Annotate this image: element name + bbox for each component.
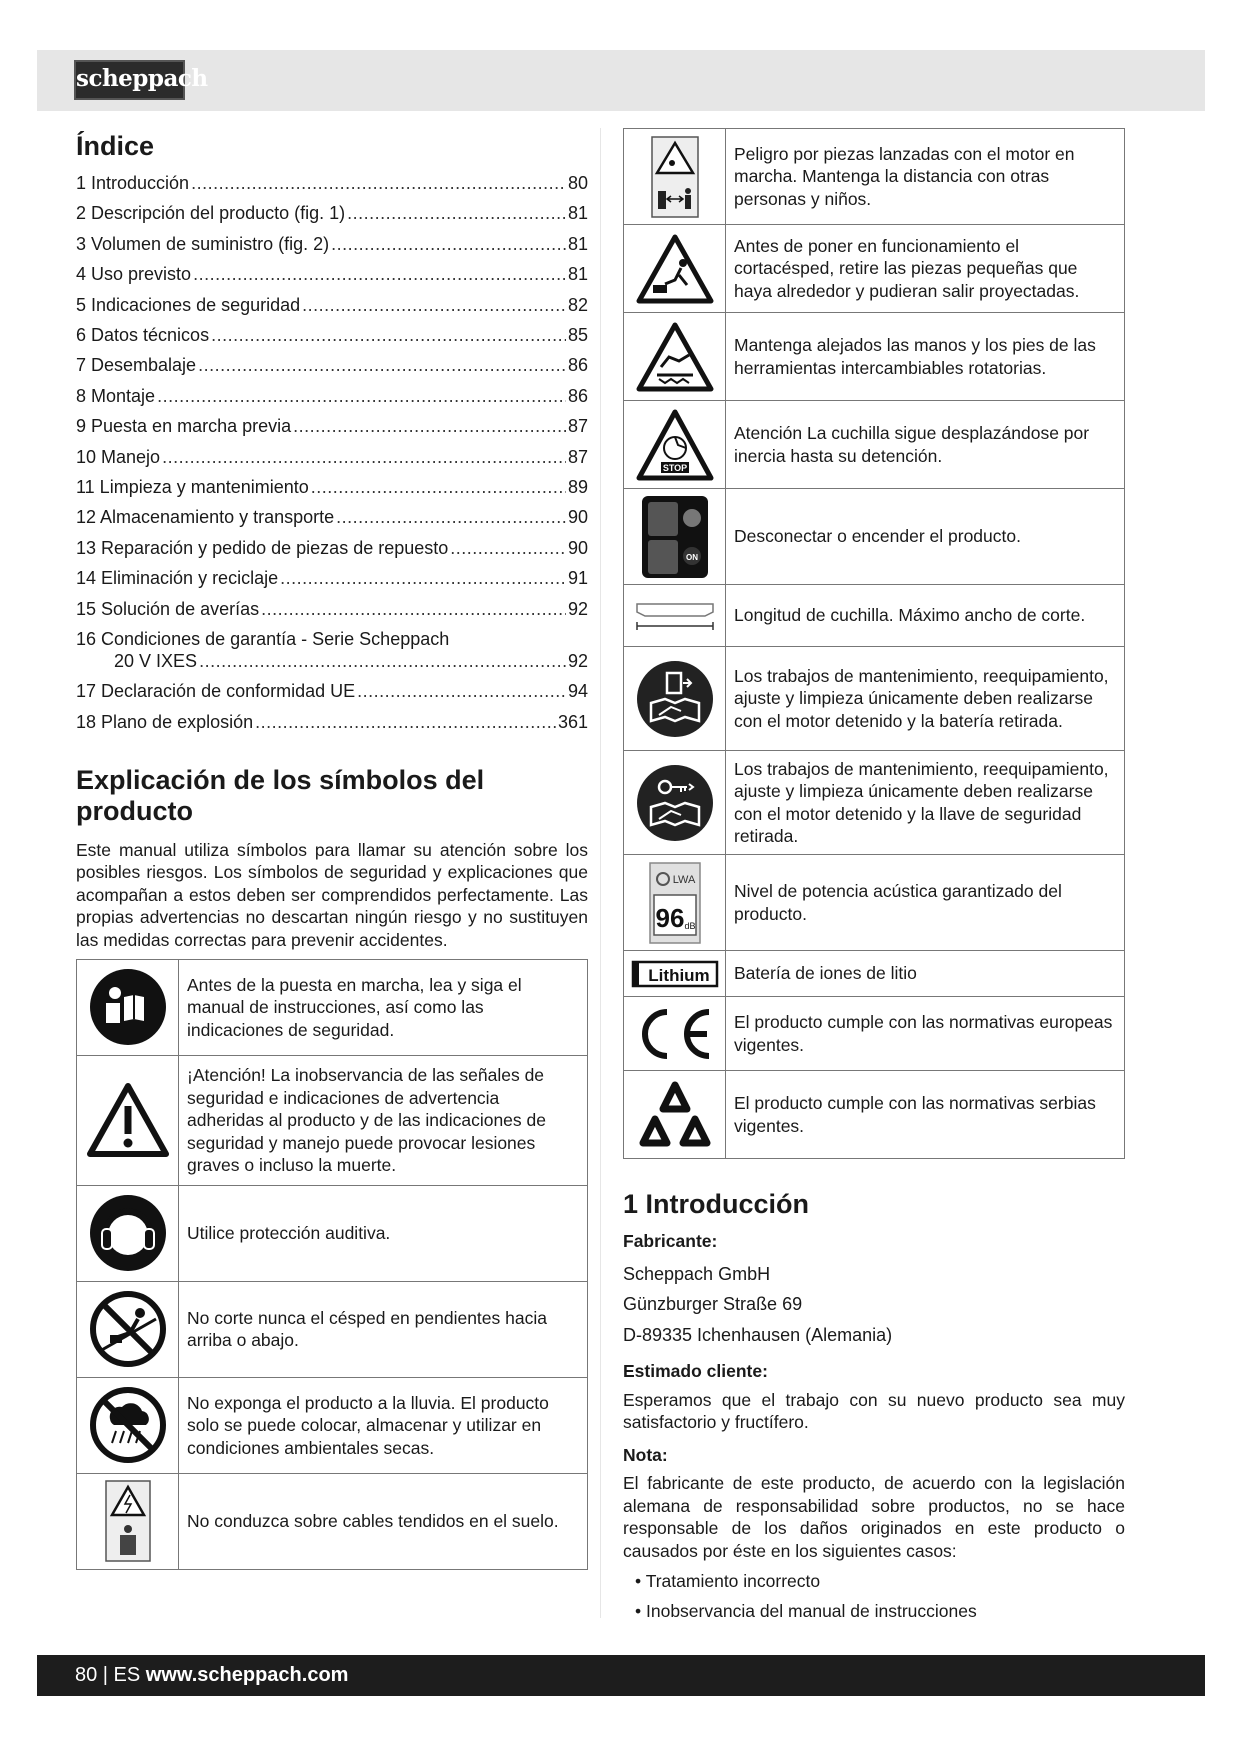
address-line: Scheppach GmbH bbox=[623, 1263, 771, 1284]
symbol-description: Atención La cuchilla sigue desplazándose por inercia hasta su detención. bbox=[726, 401, 1125, 489]
toc-item[interactable]: 13 Reparación y pedido de piezas de repuesto ..... 90 bbox=[76, 533, 588, 563]
stop-label: STOP bbox=[662, 462, 687, 473]
toc-item[interactable]: 4 Uso previsto ..... 81 bbox=[76, 259, 588, 289]
blade-stop-icon bbox=[624, 401, 726, 489]
remove-objects-icon bbox=[624, 225, 726, 313]
table-row bbox=[624, 129, 1125, 225]
table-row bbox=[624, 225, 1125, 313]
symbol-description: Antes de la puesta en marcha, lea y siga el manual de instrucciones, así como las indicaciones de seguridad. bbox=[179, 959, 588, 1055]
toc-item[interactable]: 6 Datos técnicos ..... 85 bbox=[76, 320, 588, 350]
sound-level-unit: dB bbox=[683, 920, 696, 931]
address-line: Günzburger Straße 69 bbox=[623, 1294, 803, 1314]
left-column bbox=[76, 125, 588, 1570]
table-row bbox=[624, 585, 1125, 647]
table-row bbox=[624, 401, 1125, 489]
symbols-table-right bbox=[623, 128, 1125, 1159]
on-label: ON bbox=[685, 552, 698, 562]
liability-list bbox=[623, 1566, 1125, 1626]
symbol-description: ¡Atención! La inobservancia de las señales de seguridad e indicaciones de advertencia adheridas al producto y de las indicaciones de seguridad y manejo puede provocar lesiones graves o incluso la muerte. bbox=[179, 1055, 588, 1185]
toc-item[interactable]: 7 Desembalaje ..... 86 bbox=[76, 350, 588, 380]
table-row bbox=[624, 1071, 1125, 1159]
no-slope-mowing-icon bbox=[77, 1281, 179, 1377]
intro-section-title: 1 Introducción bbox=[623, 1189, 810, 1219]
ce-mark-icon bbox=[624, 997, 726, 1071]
no-rain-icon bbox=[77, 1377, 179, 1473]
blade-length-icon bbox=[624, 585, 726, 647]
header-bar bbox=[37, 50, 1205, 111]
table-row bbox=[624, 751, 1125, 855]
address-line: D-89335 Ichenhausen (Alemania) bbox=[623, 1324, 893, 1345]
symbol-description: No conduzca sobre cables tendidos en el suelo. bbox=[179, 1473, 588, 1569]
list-item: • Inobservancia del manual de instrucciones bbox=[635, 1596, 1125, 1626]
symbol-description: Antes de poner en funcionamiento el cortacésped, retire las piezas pequeñas que haya alrededor y pudieran salir proyectadas. bbox=[726, 225, 1125, 313]
footer-bar bbox=[37, 1655, 1205, 1696]
table-of-contents bbox=[76, 168, 588, 737]
symbol-description: Peligro por piezas lanzadas con el motor en marcha. Mantenga la distancia con otras personas y niños. bbox=[726, 129, 1125, 225]
toc-title: Índice bbox=[76, 131, 155, 161]
column-divider bbox=[600, 128, 601, 1618]
symbol-description: No corte nunca el césped en pendientes hacia arriba o abajo. bbox=[179, 1281, 588, 1377]
symbol-description: Utilice protección auditiva. bbox=[179, 1185, 588, 1281]
table-row bbox=[77, 1473, 588, 1569]
page-number: 80 | ES bbox=[75, 1664, 141, 1686]
lithium-battery-icon bbox=[624, 951, 726, 997]
table-row bbox=[77, 1377, 588, 1473]
toc-item[interactable]: 3 Volumen de suministro (fig. 2) ..... 81 bbox=[76, 229, 588, 259]
sound-level-value: 96 bbox=[655, 902, 684, 933]
toc-item[interactable]: 11 Limpieza y mantenimiento ..... 89 bbox=[76, 472, 588, 502]
symbol-description: El producto cumple con las normativas serbias vigentes. bbox=[726, 1071, 1125, 1159]
table-row bbox=[77, 959, 588, 1055]
toc-item[interactable]: 16 Condiciones de garantía - Serie Scheppach 20 V IXES ..... 92 bbox=[76, 624, 588, 676]
toc-item[interactable]: 15 Solución de averías ..... 92 bbox=[76, 594, 588, 624]
thrown-objects-distance-icon bbox=[624, 129, 726, 225]
on-off-icon bbox=[624, 489, 726, 585]
symbol-description: Los trabajos de mantenimiento, reequipamiento, ajuste y limpieza únicamente deben realizarse con el motor detenido y la llave de seguridad retirada. bbox=[726, 751, 1125, 855]
website-link[interactable]: www.scheppach.com bbox=[145, 1664, 349, 1686]
note-text: El fabricante de este producto, de acuerdo con la legislación alemana de responsabilidad sobre productos, no se hace responsable de los daños originados en este producto o causados por éste en los siguientes casos: bbox=[623, 1473, 1125, 1561]
ear-protection-icon bbox=[77, 1185, 179, 1281]
toc-item[interactable]: 5 Indicaciones de seguridad ..... 82 bbox=[76, 290, 588, 320]
symbol-description: El producto cumple con las normativas europeas vigentes. bbox=[726, 997, 1125, 1071]
toc-item[interactable]: 9 Puesta en marcha previa ..... 87 bbox=[76, 411, 588, 441]
toc-item[interactable]: 8 Montaje ..... 86 bbox=[76, 381, 588, 411]
table-row bbox=[77, 1055, 588, 1185]
symbol-description: Longitud de cuchilla. Máximo ancho de corte. bbox=[726, 585, 1125, 647]
remove-battery-maintenance-icon bbox=[624, 647, 726, 751]
manufacturer-label: Fabricante: bbox=[623, 1231, 718, 1251]
symbol-description: Nivel de potencia acústica garantizado del producto. bbox=[726, 855, 1125, 951]
table-row bbox=[624, 489, 1125, 585]
note-label: Nota: bbox=[623, 1444, 668, 1465]
lwa-label: LWA bbox=[672, 873, 695, 886]
table-row bbox=[624, 647, 1125, 751]
symbol-description: Los trabajos de mantenimiento, reequipamiento, ajuste y limpieza únicamente deben realizarse con el motor detenido y la batería retirada. bbox=[726, 647, 1125, 751]
toc-item[interactable]: 1 Introducción ..... 80 bbox=[76, 168, 588, 198]
list-item: • Tratamiento incorrecto bbox=[635, 1566, 1125, 1596]
symbol-description: Desconectar o encender el producto. bbox=[726, 489, 1125, 585]
symbol-description: Batería de iones de litio bbox=[726, 951, 1125, 997]
symbol-description: No exponga el producto a la lluvia. El producto solo se puede colocar, almacenar y utilizar en condiciones ambientales secas. bbox=[179, 1377, 588, 1473]
read-manual-icon bbox=[77, 959, 179, 1055]
no-cables-icon bbox=[77, 1473, 179, 1569]
table-row bbox=[624, 313, 1125, 401]
table-row bbox=[77, 1281, 588, 1377]
dear-customer-text: Esperamos que el trabajo con su nuevo producto sea muy satisfactorio y fructífero. bbox=[623, 1389, 1125, 1432]
scheppach-logo: scheppach bbox=[74, 60, 185, 100]
sound-power-icon bbox=[624, 855, 726, 951]
toc-item[interactable]: 10 Manejo ..... 87 bbox=[76, 442, 588, 472]
remove-key-maintenance-icon bbox=[624, 751, 726, 855]
toc-item[interactable]: 18 Plano de explosión ..... 361 bbox=[76, 707, 588, 737]
dear-customer-label: Estimado cliente: bbox=[623, 1361, 768, 1381]
serbian-conformity-icon bbox=[624, 1071, 726, 1159]
right-column bbox=[623, 128, 1125, 1626]
symbols-table-left bbox=[76, 959, 588, 1570]
toc-item[interactable]: 12 Almacenamiento y transporte ..... 90 bbox=[76, 502, 588, 532]
toc-item[interactable]: 2 Descripción del producto (fig. 1) ..... 81 bbox=[76, 198, 588, 228]
symbols-title: Explicación de los símbolos del producto bbox=[76, 764, 485, 826]
table-row bbox=[77, 1185, 588, 1281]
toc-item[interactable]: 17 Declaración de conformidad UE ..... 94 bbox=[76, 676, 588, 706]
table-row bbox=[624, 951, 1125, 997]
symbols-intro: Este manual utiliza símbolos para llamar su atención sobre los posibles riesgos. Los símbolos de seguridad y explicaciones que acompañan a estos deben ser comprendidos perfectamente. Las propias advertencias no descartan ningún riesgo y no sustituyen las medidas correctas para prevenir accidentes. bbox=[76, 839, 588, 950]
keep-hands-feet-away-icon bbox=[624, 313, 726, 401]
table-row bbox=[624, 997, 1125, 1071]
symbol-description: Mantenga alejados las manos y los pies de las herramientas intercambiables rotatorias. bbox=[726, 313, 1125, 401]
warning-triangle-icon bbox=[77, 1055, 179, 1185]
toc-item[interactable]: 14 Eliminación y reciclaje ..... 91 bbox=[76, 563, 588, 593]
lithium-label: Lithium bbox=[647, 965, 710, 985]
manufacturer-address bbox=[623, 1259, 1125, 1351]
table-row bbox=[624, 855, 1125, 951]
